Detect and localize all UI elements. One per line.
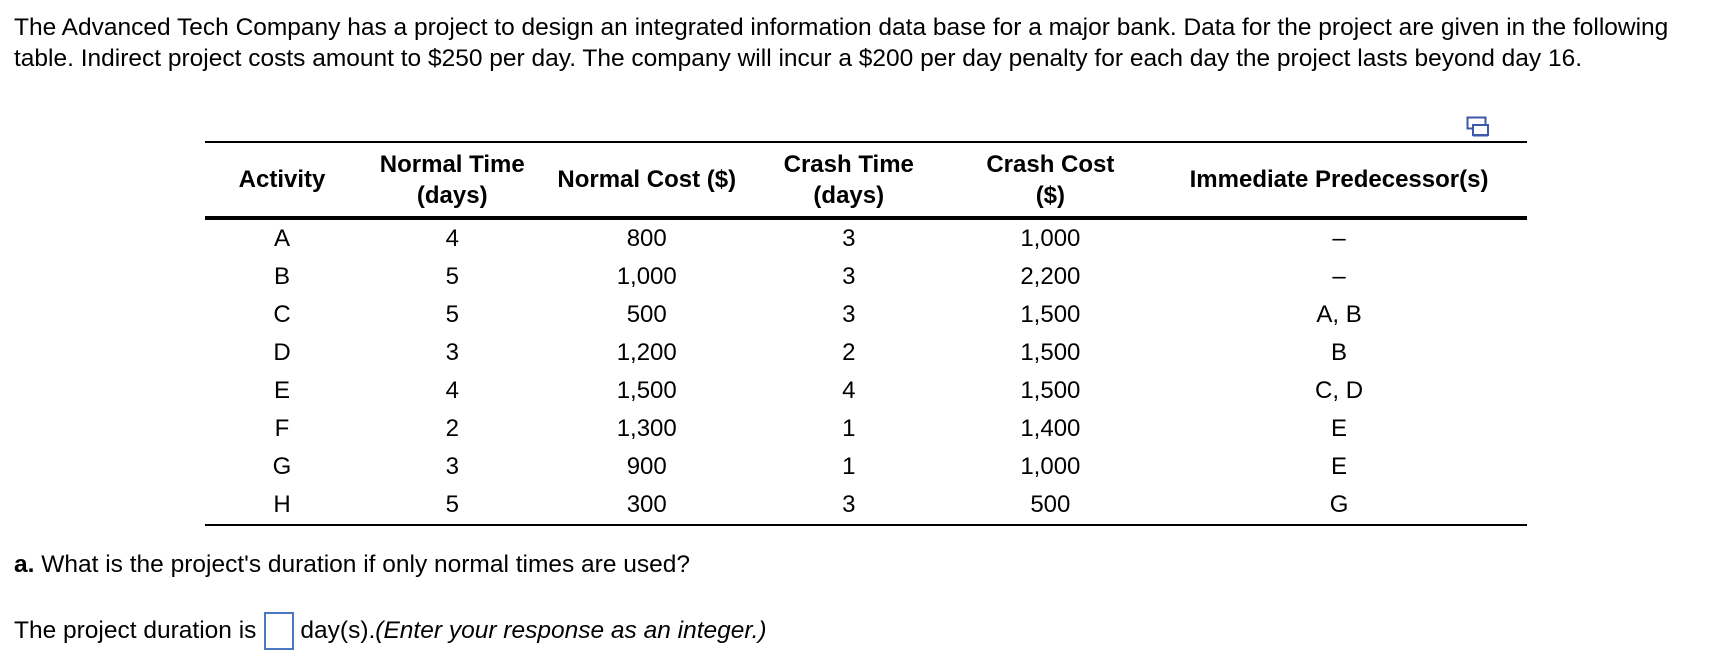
cell-crash-time: 2 xyxy=(842,339,856,366)
cell-normal-cost: 1,200 xyxy=(616,339,677,366)
cell-activity: B xyxy=(273,263,290,290)
answer-suffix: day(s). xyxy=(300,617,376,644)
cell-predecessors: E xyxy=(1331,415,1348,442)
cell-crash-cost: 2,200 xyxy=(1020,263,1081,290)
header-activity: Activity xyxy=(238,166,326,193)
cell-crash-cost: 1,500 xyxy=(1020,301,1081,328)
question-a xyxy=(14,549,690,580)
table-row xyxy=(205,218,1527,258)
cell-predecessors: G xyxy=(1329,491,1349,518)
cell-predecessors: E xyxy=(1331,453,1348,480)
header-normal-time: Normal Time (days) xyxy=(379,150,525,209)
cell-normal-time: 5 xyxy=(445,491,459,518)
answer-line xyxy=(14,612,767,650)
cell-normal-cost: 800 xyxy=(626,225,667,252)
question-text: What is the project's duration if only normal times are used? xyxy=(34,551,691,578)
cell-normal-cost: 500 xyxy=(626,301,667,328)
cell-activity: G xyxy=(272,453,292,480)
table-row xyxy=(205,372,1527,410)
table-row xyxy=(205,486,1527,525)
project-data-table xyxy=(205,141,1527,526)
cell-crash-cost: 500 xyxy=(1030,491,1071,518)
table-row xyxy=(205,410,1527,448)
cell-normal-time: 3 xyxy=(445,453,459,480)
cell-crash-cost: 1,400 xyxy=(1020,415,1081,442)
cell-activity: F xyxy=(274,415,290,442)
table-row xyxy=(205,334,1527,372)
cell-predecessors: B xyxy=(1331,339,1348,366)
cell-crash-cost: 1,500 xyxy=(1020,377,1081,404)
cell-normal-time: 4 xyxy=(445,377,459,404)
table-row xyxy=(205,258,1527,296)
cell-normal-cost: 300 xyxy=(626,491,667,518)
cell-activity: D xyxy=(273,339,291,366)
answer-prefix: The project duration is xyxy=(14,617,257,644)
cell-activity: H xyxy=(273,491,291,518)
cell-predecessors: C, D xyxy=(1315,377,1364,404)
question-label: a. xyxy=(14,551,35,578)
table-row xyxy=(205,296,1527,334)
cell-normal-cost: 1,300 xyxy=(616,415,677,442)
cell-crash-time: 3 xyxy=(842,491,856,518)
cell-crash-cost: 1,500 xyxy=(1020,339,1081,366)
cell-normal-cost: 1,000 xyxy=(616,263,677,290)
copy-table-icon[interactable] xyxy=(1466,116,1490,138)
cell-predecessors: A, B xyxy=(1316,301,1362,328)
cell-normal-time: 3 xyxy=(445,339,459,366)
cell-normal-time: 5 xyxy=(445,263,459,290)
cell-crash-cost: 1,000 xyxy=(1020,453,1081,480)
header-crash-cost: Crash Cost ($) xyxy=(986,150,1115,209)
cell-normal-cost: 900 xyxy=(626,453,667,480)
cell-normal-time: 4 xyxy=(445,225,459,252)
header-predecessors: Immediate Predecessor(s) xyxy=(1189,166,1489,193)
cell-normal-time: 5 xyxy=(445,301,459,328)
cell-predecessors: – xyxy=(1332,225,1346,252)
answer-hint: (Enter your response as an integer.) xyxy=(375,617,767,644)
table-row xyxy=(205,448,1527,486)
cell-activity: A xyxy=(273,225,290,252)
cell-normal-time: 2 xyxy=(445,415,459,442)
cell-crash-time: 3 xyxy=(842,263,856,290)
cell-crash-time: 3 xyxy=(842,301,856,328)
cell-crash-time: 3 xyxy=(842,225,856,252)
cell-activity: C xyxy=(273,301,291,328)
cell-crash-time: 4 xyxy=(842,377,856,404)
header-normal-cost: Normal Cost ($) xyxy=(557,166,737,193)
cell-crash-cost: 1,000 xyxy=(1020,225,1081,252)
duration-answer-input[interactable] xyxy=(264,612,294,650)
cell-activity: E xyxy=(273,377,290,404)
header-crash-time: Crash Time (days) xyxy=(783,150,914,209)
problem-statement: The Advanced Tech Company has a project to design an integrated information data base for a major bank. Data for the project are given in the following table. Indirect project costs amount to $250 per day. The company will incur a $200 per day penalty for each day the project lasts beyond day 16. xyxy=(14,14,1669,72)
cell-predecessors: – xyxy=(1332,263,1346,290)
cell-crash-time: 1 xyxy=(842,453,856,480)
table-header-row xyxy=(205,142,1527,218)
cell-crash-time: 1 xyxy=(842,415,856,442)
cell-normal-cost: 1,500 xyxy=(616,377,677,404)
